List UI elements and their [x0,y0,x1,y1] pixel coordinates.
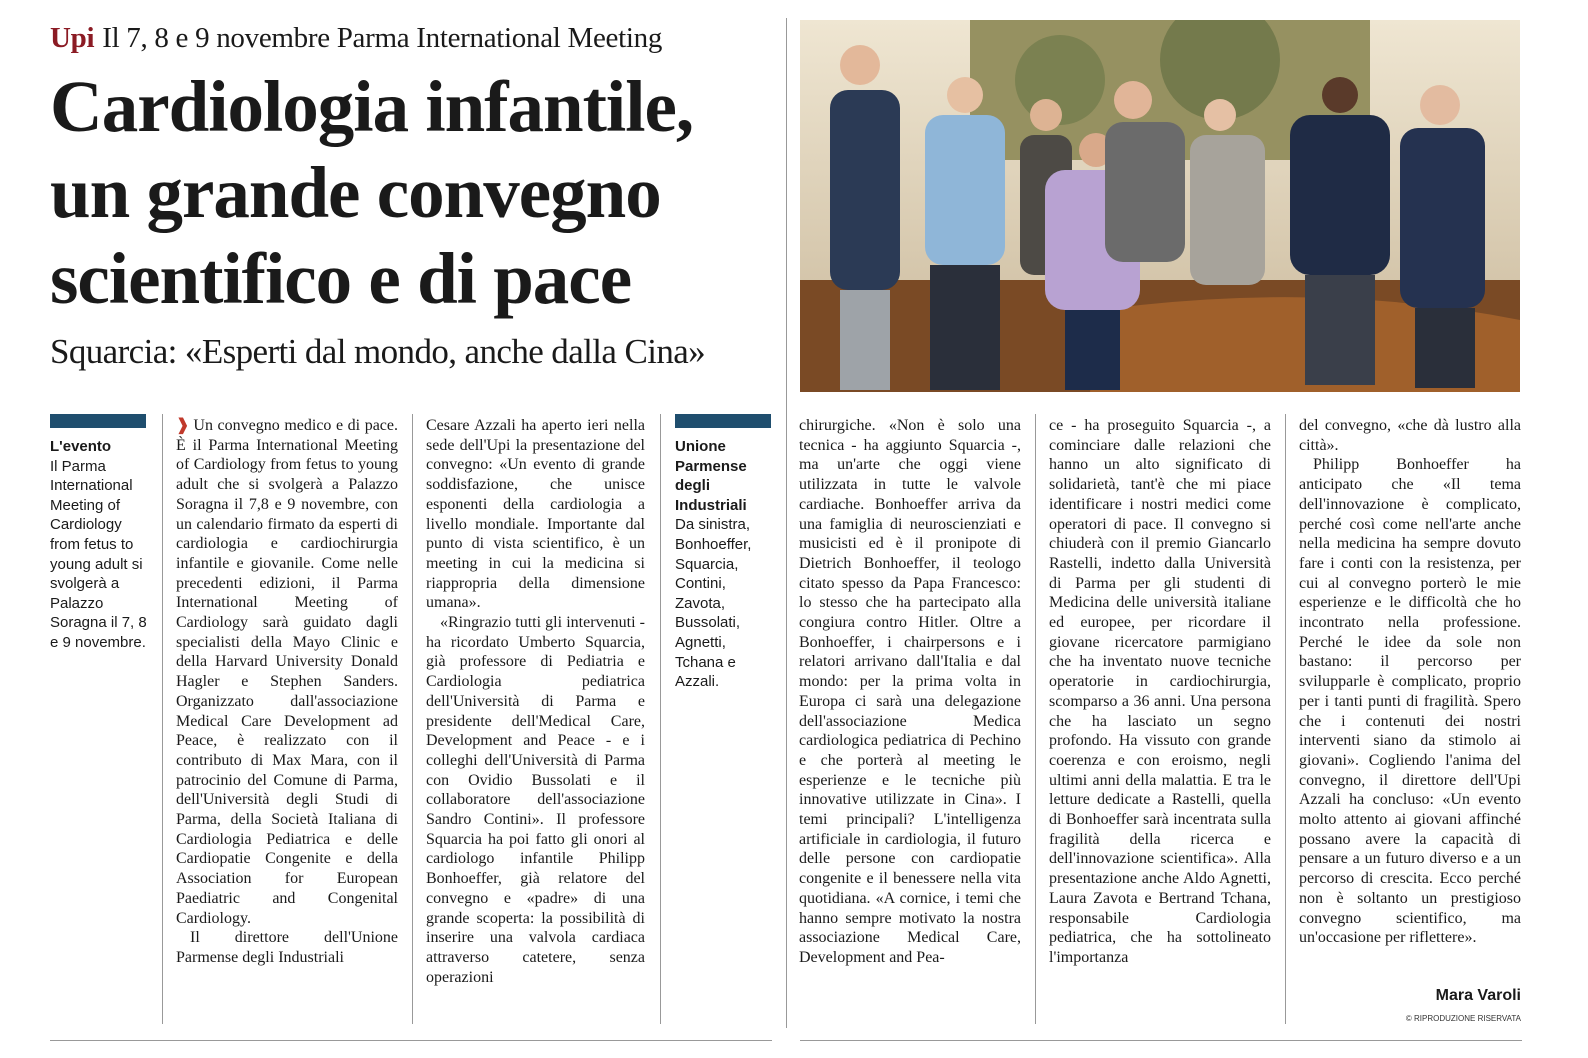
paragraph: Philipp Bonhoeffer ha anticipato che «Il tema dell'innovazione è complicato, perché così come nell'arte anche nella medicina ha sempre dovuto fare i conti con la resistenza, per cui al convegno porterò le mie esperienze e le difficoltà che ho incontrato nella professione. Perché le idee da sole non bastano: il percorso per svilupparle è complicato, proprio per i tanti punti di fragilità. Spero che i contenuti dei nostri interventi siano da stimolo ai giovani». Cogliendo l'anima del convegno, il direttore dell'Upi Azzali ha concluso: «Un evento molto attento ai giovani affinché possano avere la capacità di pensare a un futuro diverso e a un percorso di crescita. Ecco perché non è soltanto un prestigioso convegno scientifico, ma un'occasione per riflettere». [1299,456,1521,947]
column-rule [162,414,163,1024]
author-signature: Mara Varoli [1435,987,1521,1004]
photo-caption [675,437,775,692]
caption-text: Da sinistra, Bonhoeffer, Squarcia, Contini, Zavota, Bussolati, Agnetti, Tchana e Azzali. [675,516,752,691]
event-box [50,437,150,653]
copyright-notice: © RIPRODUZIONE RISERVATA [1405,1014,1521,1023]
page-fold [786,18,787,1028]
headline-line: un grande convegno [50,152,661,233]
caption-bar [675,414,771,428]
group-photo [800,20,1520,392]
article-column-3 [799,416,1021,968]
bottom-rule [50,1040,772,1041]
column-rule [1035,414,1036,1024]
headline-line: Cardiologia infantile, [50,66,694,147]
paragraph-marker-icon: ❱ [176,417,190,434]
subtitle: Squarcia: «Esperti dal mondo, anche dalla Cina» [50,332,706,371]
paragraph: Il direttore dell'Unione Parmense degli Industriali [176,929,398,966]
section-label: Upi [50,22,95,54]
column-rule [1285,414,1286,1024]
event-bar [50,414,146,428]
bottom-rule [800,1040,1522,1041]
paragraph: ce - ha proseguito Squarcia -, a cominciare dalle relazioni che hanno un alto significato di solidarietà, tant'è che mi piace identificare i nostri medici come operatori di pace. Il convegno si chiuderà con il premio Giancarlo Rastelli, indetto dalla Università di Parma per gli studenti di Medicina delle università italiane ed europee, per ricordare il giovane ricercatore parmigiano che ha inventato nuove tecniche operatorie in cardiochirurgia, scomparso a 36 anni. Una persona che ha lasciato un segno profondo. Ha vissuto con grande coerenza e con eroismo, negli ultimi anni della malattia. E tra le letture dedicate a Rastelli, quella di Bonhoeffer sarà incentrata sulla fragilità della ricerca e dell'innovazione scientifica». Alla presentazione anche Aldo Agnetti, Laura Zavota e Bertrand Tchana, responsabile Cardiologia pediatrica, che ha sottolineato l'importanza [1049,417,1271,966]
column-rule [412,414,413,1024]
caption-label: Unione Parmense degli Industriali [675,438,747,514]
headline [50,64,780,322]
article-column-4 [1049,416,1271,968]
headline-line: scientifico e di pace [50,238,632,319]
paragraph: ❱ Un convegno medico e di pace. È il Parma International Meeting of Cardiology from fetus to young adult che si svolgerà a Palazzo Soragna il 7,8 e 9 novembre, con un calendario firmato da esperti di cardiologia e cardiochirurgia infantile e giovanile. Come nelle precedenti edizioni, il Parma International Meeting of Cardiology sarà guidato dagli specialisti della Mayo Clinic e della Harvard University Donald Hagler e Stephen Sanders. Organizzato dall'associazione Medical Care Development ad Peace, è realizzato con il contributo di Max Mara, con il patrocinio del Comune di Parma, dell'Università degli Studi di Parma, della Società Italiana di Cardiologia Pediatrica e delle Cardiopatie Congenite e della Association for European Paediatric and Congenital Cardiology. [176,417,398,927]
kicker-text: Il 7, 8 e 9 novembre Parma International Meeting [102,22,663,54]
column-rule [660,414,661,1024]
paragraph: Cesare Azzali ha aperto ieri nella sede dell'Upi la presentazione del convegno: «Un evento di grande soddisfazione, che unisce esponenti della cardiologia a livello mondiale. Importante dal punto di vista scientifico, è un meeting in cui la medicina si riappropria della dimensione umana». [426,417,645,612]
article-column-1 [176,416,398,968]
article-column-5 [1299,416,1521,948]
kicker [50,22,662,55]
paragraph: del convegno, «che dà lustro alla città». [1299,417,1521,454]
event-label: L'evento [50,438,112,455]
article-column-2 [426,416,645,987]
event-text: Il Parma International Meeting of Cardiology from fetus to young adult si svolgerà a Palazzo Soragna il 7, 8 e 9 novembre. [50,457,147,651]
paragraph: «Ringrazio tutti gli intervenuti - ha ricordato Umberto Squarcia, già professore di Pediatria e Cardiologia pediatrica dell'Università di Parma e presidente dell'Medical Care, Development and Peace - e i colleghi dell'Università di Parma con Ovidio Bussolati e il collaboratore dell'associazione Sandro Contini». Il professore Squarcia ha poi fatto gli onori al cardiologo infantile Philipp Bonhoeffer, già relatore del convegno e «padre» di una grande scoperta: la possibilità di inserire una valvola cardiaca attraverso catetere, senza operazioni [426,614,645,986]
paragraph: chirurgiche. «Non è solo una tecnica - ha aggiunto Squarcia -, ma un'arte che oggi viene utilizzata in tutte le valvole cardiache. Bonhoeffer arriva da una famiglia di neuroscienziati e musicisti ed è il pronipote di Dietrich Bonhoeffer, il teologo citato spesso da Papa Francesco: lo stesso che ha partecipato alla congiura contro Hitler. Oltre a Bonhoeffer, i chairpersons e i relatori arrivano dall'Italia e dal mondo: per la prima volta in Europa ci sarà una delegazione dell'associazione Medica cardiologica pediatrica di Pechino e che porterà al meeting le esperienze e le tecniche più innovative utilizzate in Cina». I temi principali? L'intelligenza artificiale in cardiologia, il futuro delle persone con cardiopatie congenite e il benessere nella vita quotidiana. «A cornice, i temi che hanno sempre motivato la nostra associazione Medical Care, Development and Pea- [799,417,1021,966]
